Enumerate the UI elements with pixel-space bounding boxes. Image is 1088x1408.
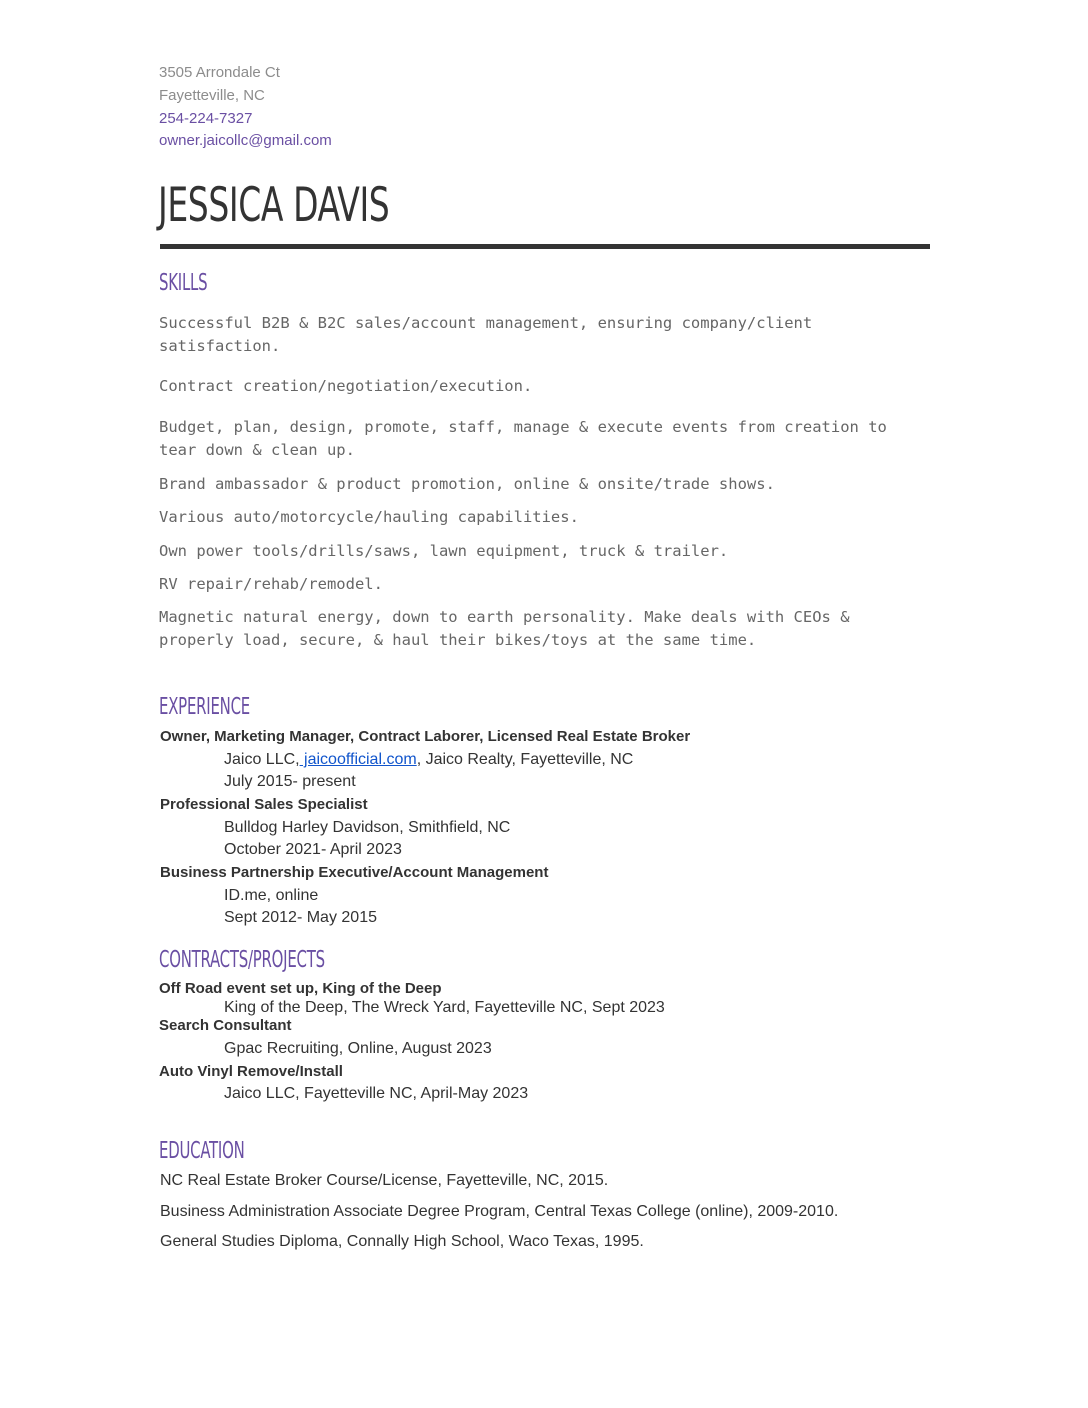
- job-title: Owner, Marketing Manager, Contract Laborer, Licensed Real Estate Broker: [160, 728, 691, 745]
- education-item: NC Real Estate Broker Course/License, Fayetteville, NC, 2015.: [160, 1172, 609, 1189]
- job-organization: Bulldog Harley Davidson, Smithfield, NC: [224, 819, 511, 836]
- skills-heading: SKILLS: [159, 270, 208, 296]
- project-title: Off Road event set up, King of the Deep: [159, 980, 442, 997]
- job-title: Professional Sales Specialist: [160, 796, 368, 813]
- projects-heading: CONTRACTS/PROJECTS: [159, 947, 325, 973]
- skill-item: Brand ambassador & product promotion, online & onsite/trade shows.: [159, 475, 775, 493]
- skill-item: Successful B2B & B2C sales/account management, ensuring company/client satisfaction.: [159, 314, 813, 355]
- project-detail: King of the Deep, The Wreck Yard, Fayetteville NC, Sept 2023: [224, 999, 665, 1016]
- skill-item: Own power tools/drills/saws, lawn equipment, truck & trailer.: [159, 542, 729, 560]
- job-organization: ID.me, online: [224, 887, 319, 904]
- skill-item: Budget, plan, design, promote, staff, manage & execute events from creation to tear down & clean up.: [159, 418, 887, 459]
- address-line-2: Fayetteville, NC: [159, 87, 265, 104]
- job-dates: Sept 2012- May 2015: [224, 909, 377, 926]
- skill-item: Various auto/motorcycle/hauling capabilities.: [159, 508, 579, 526]
- project-title: Search Consultant: [159, 1017, 292, 1034]
- education-item: Business Administration Associate Degree Program, Central Texas College (online), 2009-2010.: [160, 1203, 839, 1220]
- job-dates: October 2021- April 2023: [224, 841, 402, 858]
- job-organization-suffix: , Jaico Realty, Fayetteville, NC: [416, 751, 634, 768]
- project-title: Auto Vinyl Remove/Install: [159, 1063, 343, 1080]
- experience-heading: EXPERIENCE: [159, 694, 250, 720]
- job-title: Business Partnership Executive/Account Management: [160, 864, 549, 881]
- project-detail: Gpac Recruiting, Online, August 2023: [224, 1040, 492, 1057]
- skill-item: Contract creation/negotiation/execution.: [159, 377, 533, 395]
- job-dates: July 2015- present: [224, 773, 356, 790]
- header-divider: [160, 244, 930, 249]
- education-item: General Studies Diploma, Connally High School, Waco Texas, 1995.: [160, 1233, 644, 1250]
- job-organization-prefix: Jaico LLC,: [224, 751, 300, 768]
- website-link[interactable]: jaicoofficial.com: [299, 751, 417, 768]
- job-organization: [224, 751, 633, 769]
- address-line-1: 3505 Arrondale Ct: [159, 64, 280, 81]
- email-address[interactable]: owner.jaicollc@gmail.com: [159, 132, 332, 149]
- project-detail: Jaico LLC, Fayetteville NC, April-May 2023: [224, 1085, 529, 1102]
- education-heading: EDUCATION: [159, 1138, 245, 1164]
- phone-number[interactable]: 254-224-7327: [159, 110, 253, 127]
- skill-item: RV repair/rehab/remodel.: [159, 575, 383, 593]
- candidate-name: JESSICA DAVIS: [158, 178, 390, 233]
- skill-item: Magnetic natural energy, down to earth personality. Make deals with CEOs & properly load, secure, & haul their bikes/toys at the same time.: [159, 608, 850, 649]
